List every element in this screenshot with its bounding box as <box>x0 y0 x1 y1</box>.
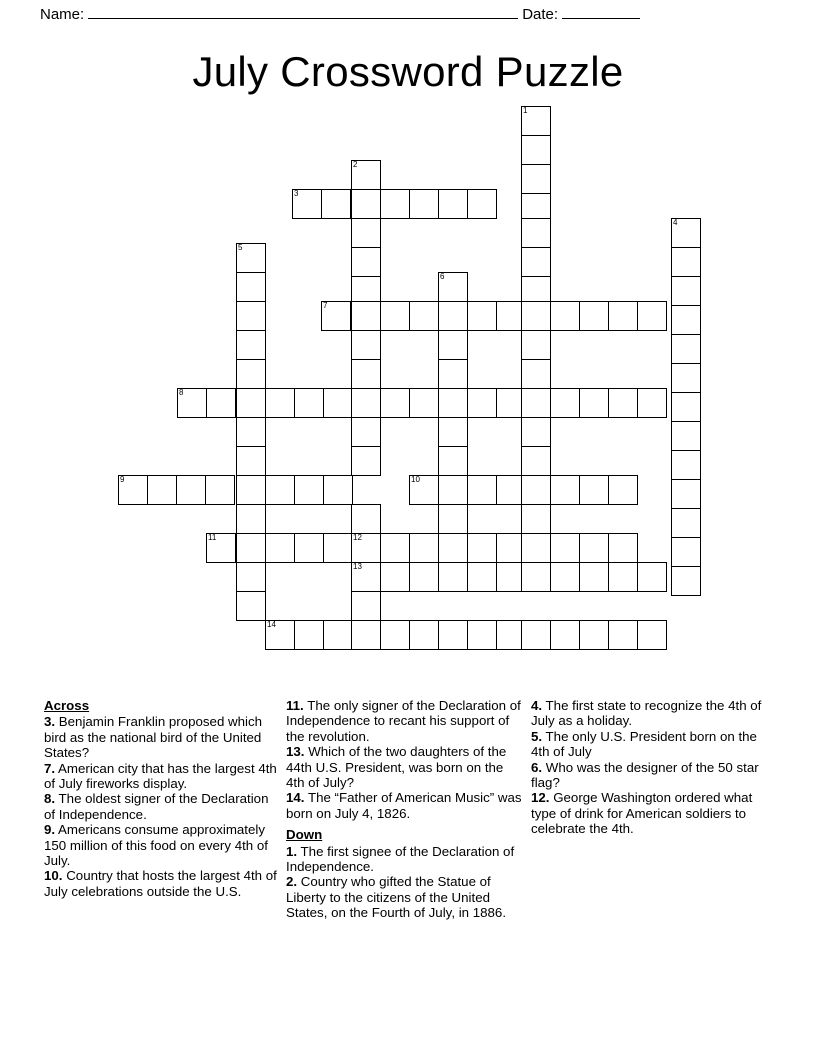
crossword-cell[interactable] <box>265 388 295 418</box>
crossword-cell[interactable] <box>521 620 551 650</box>
clue-text: Country who gifted the Statue of Liberty to the citizens of the United States, on the Fourth of July, in 1886. <box>286 874 507 921</box>
clue-text: Benjamin Franklin proposed which bird as the national bird of the United States? <box>44 714 263 761</box>
crossword-cell[interactable] <box>438 446 468 476</box>
cell-number: 1 <box>523 106 528 115</box>
crossword-cell[interactable] <box>265 475 295 505</box>
crossword-cell[interactable] <box>579 562 609 592</box>
clues-column-2 <box>286 698 531 921</box>
cell-number: 6 <box>440 272 445 281</box>
crossword-cell[interactable] <box>550 475 580 505</box>
crossword-cell[interactable] <box>671 566 701 596</box>
crossword-cell[interactable] <box>521 301 551 331</box>
crossword-cell[interactable] <box>236 591 266 621</box>
crossword-cell[interactable] <box>467 189 497 219</box>
crossword-cell[interactable] <box>409 562 439 592</box>
clue-number: 4. <box>531 698 543 713</box>
crossword-cell[interactable] <box>637 301 667 331</box>
crossword-cell[interactable] <box>637 388 667 418</box>
crossword-cell[interactable] <box>265 533 295 563</box>
clue-number: 11. <box>286 698 304 713</box>
crossword-cell-13[interactable] <box>351 562 381 592</box>
crossword-cell[interactable] <box>438 533 468 563</box>
crossword-cell[interactable] <box>294 388 324 418</box>
clue-number: 7. <box>44 760 56 776</box>
crossword-cell[interactable] <box>409 189 439 219</box>
clue-text: Which of the two daughters of the 44th U.S. President, was born on the 4th of July? <box>286 744 507 791</box>
crossword-cell[interactable] <box>550 388 580 418</box>
name-label: Name: <box>40 6 85 23</box>
name-write-in-line[interactable] <box>88 7 518 19</box>
crossword-cell-2[interactable] <box>351 160 381 190</box>
crossword-cell[interactable] <box>176 475 206 505</box>
crossword-cell[interactable] <box>409 388 439 418</box>
crossword-cell[interactable] <box>351 620 381 650</box>
crossword-cell[interactable] <box>579 388 609 418</box>
crossword-cell[interactable] <box>351 446 381 476</box>
crossword-cell[interactable] <box>351 359 381 389</box>
crossword-cell[interactable] <box>351 218 381 248</box>
crossword-cell[interactable] <box>236 533 266 563</box>
crossword-cell[interactable] <box>579 620 609 650</box>
crossword-cell[interactable] <box>671 276 701 306</box>
crossword-cell[interactable] <box>380 301 410 331</box>
crossword-cell[interactable] <box>438 330 468 360</box>
clue-number: 1. <box>286 843 298 859</box>
cell-number: 2 <box>353 160 358 169</box>
crossword-cell[interactable] <box>637 620 667 650</box>
down-heading: Down <box>286 827 323 843</box>
clue-down-1 <box>286 844 523 875</box>
date-write-in-line[interactable] <box>562 7 640 19</box>
cell-number: 8 <box>179 388 184 397</box>
cell-number: 10 <box>411 475 420 484</box>
clue-down-5 <box>531 729 768 760</box>
crossword-cell[interactable] <box>351 388 381 418</box>
cell-number: 7 <box>323 301 328 310</box>
clue-across-13 <box>286 744 523 790</box>
crossword-cell[interactable] <box>147 475 177 505</box>
clue-number: 9. <box>44 822 56 838</box>
crossword-cell[interactable] <box>236 272 266 302</box>
crossword-cell[interactable] <box>380 562 410 592</box>
crossword-cell[interactable] <box>671 421 701 451</box>
cell-number: 13 <box>353 562 362 571</box>
crossword-cell[interactable] <box>438 475 468 505</box>
crossword-cell[interactable] <box>521 330 551 360</box>
crossword-cell[interactable] <box>550 562 580 592</box>
clue-number: 13. <box>286 744 305 760</box>
crossword-cell[interactable] <box>467 562 497 592</box>
clue-number: 10. <box>44 868 63 884</box>
crossword-cell[interactable] <box>671 450 701 480</box>
crossword-cell[interactable] <box>206 388 236 418</box>
clue-down-12 <box>531 790 768 836</box>
crossword-cell[interactable] <box>521 359 551 389</box>
crossword-cell[interactable] <box>579 475 609 505</box>
clues-area <box>44 698 776 921</box>
crossword-cell[interactable] <box>323 388 353 418</box>
cell-number: 9 <box>120 475 125 484</box>
crossword-cell[interactable] <box>409 620 439 650</box>
clue-text: American city that has the largest 4th of July fireworks display. <box>44 760 277 792</box>
cell-number: 14 <box>267 620 276 629</box>
clue-across-8 <box>44 791 278 822</box>
crossword-cell[interactable] <box>236 504 266 534</box>
crossword-cell[interactable] <box>550 301 580 331</box>
across-heading: Across <box>44 698 90 713</box>
crossword-cell-12[interactable] <box>351 533 381 563</box>
crossword-cell[interactable] <box>236 417 266 447</box>
crossword-cell[interactable] <box>608 620 638 650</box>
crossword-cell[interactable] <box>608 475 638 505</box>
crossword-cell-3[interactable] <box>292 189 322 219</box>
crossword-grid[interactable] <box>40 106 776 706</box>
crossword-cell-7[interactable] <box>321 301 351 331</box>
crossword-cell[interactable] <box>608 388 638 418</box>
crossword-cell[interactable] <box>351 504 381 534</box>
crossword-cell[interactable] <box>294 475 324 505</box>
crossword-cell[interactable] <box>294 620 324 650</box>
clue-across-3 <box>44 714 278 760</box>
clue-number: 2. <box>286 874 298 890</box>
crossword-cell[interactable] <box>236 388 266 418</box>
crossword-cell[interactable] <box>351 591 381 621</box>
crossword-cell[interactable] <box>380 533 410 563</box>
clue-across-14 <box>286 790 523 821</box>
crossword-cell-10[interactable] <box>409 475 439 505</box>
crossword-cell[interactable] <box>409 301 439 331</box>
crossword-cell[interactable] <box>323 620 353 650</box>
crossword-cell[interactable] <box>438 301 468 331</box>
clue-number: 8. <box>44 791 56 807</box>
crossword-cell[interactable] <box>438 189 468 219</box>
crossword-cell-1[interactable] <box>521 106 551 136</box>
crossword-cell[interactable] <box>380 388 410 418</box>
clue-number: 12. <box>531 790 550 806</box>
crossword-cell[interactable] <box>521 164 551 194</box>
crossword-cell[interactable] <box>521 533 551 563</box>
crossword-cell[interactable] <box>351 330 381 360</box>
crossword-cell[interactable] <box>671 334 701 364</box>
crossword-cell[interactable] <box>438 388 468 418</box>
crossword-cell[interactable] <box>323 475 353 505</box>
crossword-cell[interactable] <box>438 620 468 650</box>
crossword-cell[interactable] <box>438 359 468 389</box>
crossword-cell[interactable] <box>521 504 551 534</box>
crossword-cell[interactable] <box>380 620 410 650</box>
crossword-cell[interactable] <box>579 533 609 563</box>
crossword-cell[interactable] <box>671 247 701 277</box>
clue-text: Country that hosts the largest 4th of July celebrations outside the U.S. <box>44 868 277 899</box>
clues-column-1 <box>44 698 286 921</box>
crossword-cell[interactable] <box>521 562 551 592</box>
clue-text: The only U.S. President born on the 4th of July <box>531 728 757 760</box>
clue-text: The oldest signer of the Declaration of Independence. <box>44 791 269 822</box>
crossword-cell[interactable] <box>521 135 551 165</box>
clue-text: The first signee of the Declaration of Independence. <box>286 843 515 875</box>
crossword-cell[interactable] <box>438 417 468 447</box>
clue-across-9 <box>44 822 278 868</box>
crossword-cell[interactable] <box>409 533 439 563</box>
crossword-cell[interactable] <box>467 475 497 505</box>
cell-number: 4 <box>673 218 678 227</box>
clues-column-3 <box>531 698 776 921</box>
crossword-cell[interactable] <box>351 301 381 331</box>
crossword-cell[interactable] <box>294 533 324 563</box>
crossword-cell[interactable] <box>521 247 551 277</box>
crossword-cell[interactable] <box>236 301 266 331</box>
crossword-cell[interactable] <box>236 475 266 505</box>
clue-text: Americans consume approximately 150 million of this food on every 4th of July. <box>44 822 268 869</box>
crossword-cell[interactable] <box>351 417 381 447</box>
crossword-cell[interactable] <box>467 533 497 563</box>
clue-number: 14. <box>286 790 305 806</box>
crossword-cell-11[interactable] <box>206 533 236 563</box>
clue-text: George Washington ordered what type of drink for American soldiers to celebrate the 4th. <box>531 790 753 837</box>
cell-number: 11 <box>208 533 217 542</box>
crossword-cell[interactable] <box>321 189 351 219</box>
crossword-cell[interactable] <box>351 247 381 277</box>
clue-text: The first state to recognize the 4th of July as a holiday. <box>531 698 762 729</box>
crossword-cell[interactable] <box>579 301 609 331</box>
crossword-cell[interactable] <box>438 504 468 534</box>
crossword-cell[interactable] <box>637 562 667 592</box>
crossword-cell-4[interactable] <box>671 218 701 248</box>
crossword-cell[interactable] <box>205 475 235 505</box>
clue-across-10 <box>44 868 278 899</box>
clue-down-6 <box>531 760 768 791</box>
crossword-cell[interactable] <box>671 305 701 335</box>
crossword-cell[interactable] <box>467 301 497 331</box>
cell-number: 3 <box>294 189 299 198</box>
crossword-cell[interactable] <box>236 562 266 592</box>
crossword-cell[interactable] <box>671 537 701 567</box>
crossword-cell[interactable] <box>671 479 701 509</box>
crossword-cell[interactable] <box>671 363 701 393</box>
crossword-cell[interactable] <box>521 475 551 505</box>
clue-text: The “Father of American Music” was born on July 4, 1826. <box>286 790 522 821</box>
crossword-cell[interactable] <box>467 620 497 650</box>
clue-across-11 <box>286 698 523 744</box>
date-label: Date: <box>522 6 559 23</box>
crossword-cell[interactable] <box>671 392 701 422</box>
crossword-cell[interactable] <box>236 359 266 389</box>
crossword-cell[interactable] <box>380 189 410 219</box>
crossword-cell[interactable] <box>671 508 701 538</box>
crossword-cell[interactable] <box>550 620 580 650</box>
clue-number: 6. <box>531 759 543 775</box>
crossword-cell-6[interactable] <box>438 272 468 302</box>
crossword-cell[interactable] <box>521 218 551 248</box>
clue-text: Who was the designer of the 50 star flag? <box>531 759 759 791</box>
crossword-cell-8[interactable] <box>177 388 207 418</box>
clue-across-7 <box>44 761 278 792</box>
clue-down-4 <box>531 698 768 729</box>
crossword-cell[interactable] <box>323 533 353 563</box>
crossword-cell[interactable] <box>236 330 266 360</box>
crossword-cell[interactable] <box>608 533 638 563</box>
crossword-cell[interactable] <box>521 388 551 418</box>
crossword-cell[interactable] <box>550 533 580 563</box>
name-date-header <box>40 0 776 30</box>
cell-number: 12 <box>353 533 362 542</box>
crossword-cell-9[interactable] <box>118 475 148 505</box>
clue-down-2 <box>286 874 523 920</box>
crossword-cell[interactable] <box>521 417 551 447</box>
crossword-cell[interactable] <box>608 301 638 331</box>
crossword-cell[interactable] <box>521 446 551 476</box>
clue-number: 5. <box>531 728 543 744</box>
clue-text: The only signer of the Declaration of Independence to recant his support of the revolution. <box>286 698 521 744</box>
crossword-cell[interactable] <box>236 446 266 476</box>
crossword-cell-5[interactable] <box>236 243 266 273</box>
crossword-cell[interactable] <box>438 562 468 592</box>
cell-number: 5 <box>238 243 243 252</box>
page-title: July Crossword Puzzle <box>192 48 624 95</box>
crossword-cell[interactable] <box>608 562 638 592</box>
crossword-cell[interactable] <box>351 189 381 219</box>
clue-number: 3. <box>44 714 56 730</box>
crossword-cell-14[interactable] <box>265 620 295 650</box>
crossword-cell[interactable] <box>467 388 497 418</box>
